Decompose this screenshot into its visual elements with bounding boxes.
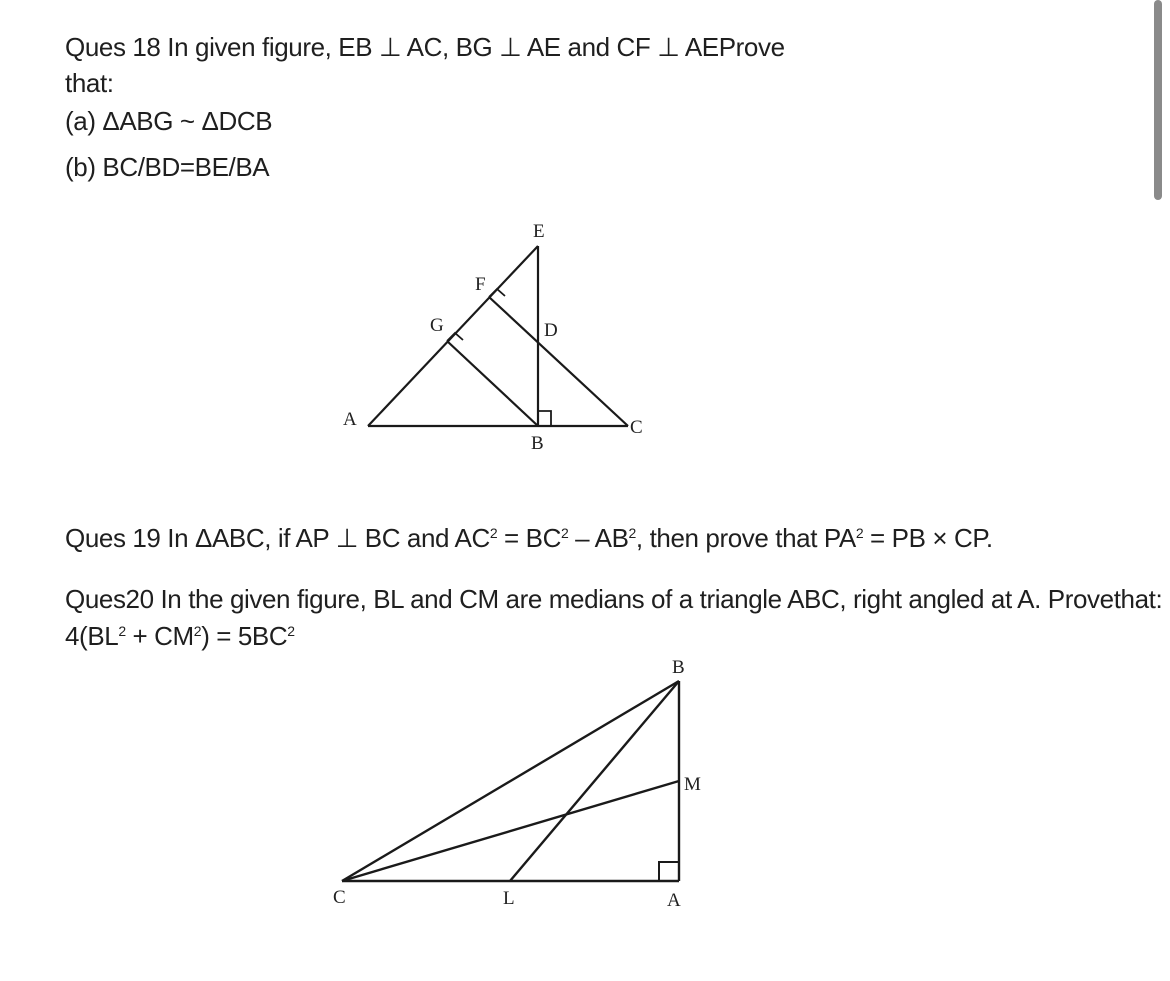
right-angle-mark-A xyxy=(659,862,679,881)
q19-text-e: = PB × CP. xyxy=(863,523,993,553)
q20-statement-line1: Ques20 In the given figure, BL and CM are medians of a triangle ABC, right angled at A. Provethat: xyxy=(65,584,1163,614)
label-C: C xyxy=(333,887,346,908)
label-A: A xyxy=(667,890,681,911)
label-F: F xyxy=(475,274,486,295)
label-D: D xyxy=(544,320,558,341)
line-BL xyxy=(510,681,679,881)
q18-part-b: (b) BC/BD=BE/BA xyxy=(65,152,270,182)
line-CM xyxy=(342,781,679,881)
q18-statement-line1: Ques 18 In given figure, EB ⊥ AC, BG ⊥ AE and CF ⊥ AEProve xyxy=(65,32,785,62)
label-L: L xyxy=(503,888,515,909)
q20-text-a: 4(BL xyxy=(65,621,119,651)
line-CB xyxy=(342,681,679,881)
q19-text-c: – AB xyxy=(568,523,629,553)
q20-exponent-1: 2 xyxy=(118,623,126,639)
q19-text-d: , then prove that PA xyxy=(635,523,856,553)
label-M: M xyxy=(684,774,701,795)
q19-text-a: Ques 19 In ΔABC, if AP ⊥ BC and AC xyxy=(65,523,490,553)
q20-figure-lines xyxy=(342,681,679,881)
label-A: A xyxy=(343,409,357,430)
label-E: E xyxy=(533,221,545,242)
q18-statement-line2: that: xyxy=(65,68,114,98)
label-B: B xyxy=(531,433,544,454)
q20-text-c: ) = 5BC xyxy=(201,621,288,651)
q19-exponent-4: 2 xyxy=(855,525,864,541)
vertical-scrollbar[interactable] xyxy=(1154,0,1162,200)
q19-exponent-3: 2 xyxy=(628,525,636,541)
q20-exponent-3: 2 xyxy=(287,623,295,639)
q20-text-b: + CM xyxy=(125,621,194,651)
label-C: C xyxy=(630,417,643,438)
q19-exponent-1: 2 xyxy=(489,525,498,541)
q19-exponent-2: 2 xyxy=(560,525,569,541)
q19-text-b: = BC xyxy=(497,523,561,553)
q18-part-a: (a) ΔABG ~ ΔDCB xyxy=(65,106,273,136)
q20-exponent-2: 2 xyxy=(193,623,202,639)
label-B: B xyxy=(672,657,685,678)
label-G: G xyxy=(430,315,444,336)
